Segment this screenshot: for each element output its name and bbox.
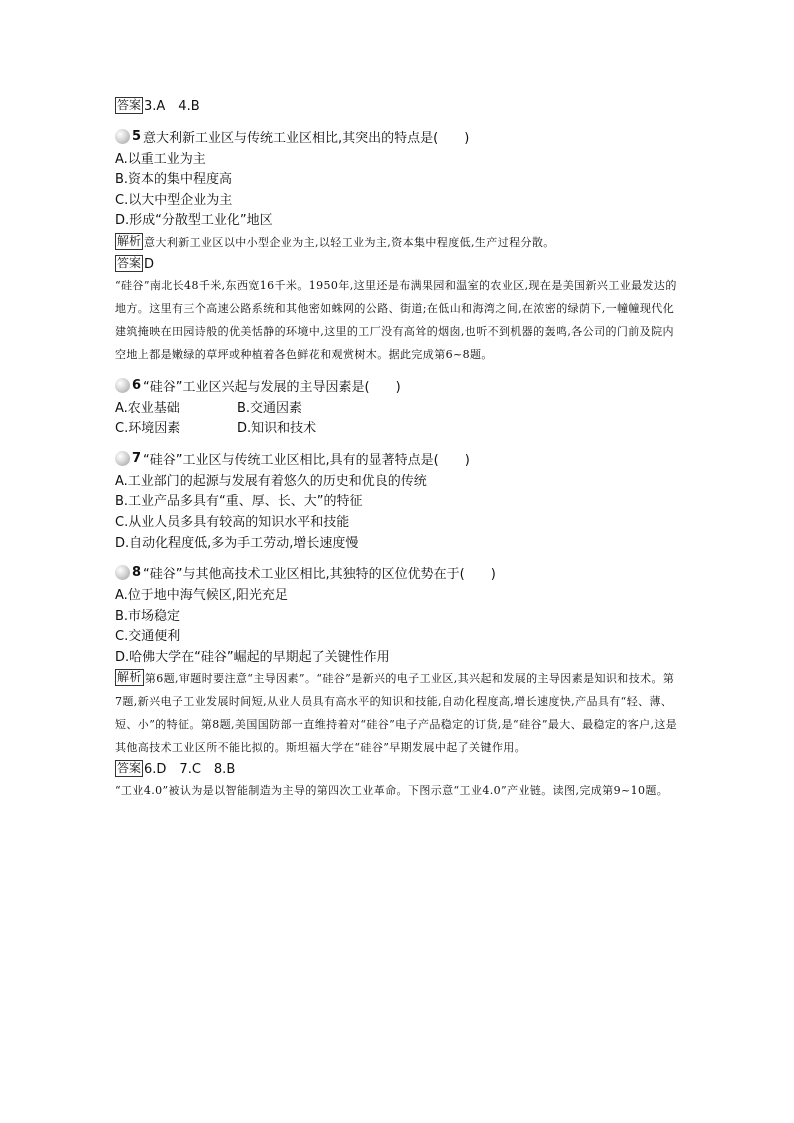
question-text: “硅谷”工业区兴起与发展的主导因素是( ) [143,379,401,395]
option-a: A.以重工业为主 [115,151,206,167]
analysis-q6-8 [115,668,680,759]
analysis-q5 [115,232,680,255]
option-b: B.市场稳定 [115,608,181,624]
answer-q6-8 [115,760,680,781]
answer-line-3-4 [115,97,680,118]
option-a: A.位于地中海气候区,阳光充足 [115,588,288,604]
option-b: B.交通因素 [237,400,303,416]
reading-passage-industry-4: “工业4.0”被认为是以智能制造为主导的第四次工业革命。下图示意“工业4.0”产业链。读图,完成第9~10题。 [115,784,669,798]
question-bullet-icon [115,565,130,580]
option-d: D.自动化程度低,多为手工劳动,增长速度慢 [115,535,359,551]
option-d: D.知识和技术 [237,421,317,437]
question-bullet-icon [115,129,130,144]
option-b: B.资本的集中程度高 [115,172,233,188]
question-number: 8 [132,565,142,581]
answer-text: 6.D 7.C 8.B [144,761,236,777]
question-5 [115,127,680,146]
question-7 [115,449,680,468]
options-row-2 [115,419,680,440]
option-b: B.工业产品多具有“重、厚、长、大”的特征 [115,494,363,510]
reading-passage-silicon-valley: “硅谷”南北长48千米,东西宽16千米。1950年,这里还是布满果园和温室的农业区,现在是美国新兴工业最发达的地方。这里有三个高速公路系统和其他密如蛛网的公路、街道;在低山和海湾之间,在浓密的绿荫下,一幢幢现代化建筑掩映在田园诗般的优美恬静的环境中,这里的工厂没有高耸的烟囱,也听不到机器的轰鸣,各公司的门前及院内空地上都是嫩绿的草坪或种植着各色鲜花和观赏树木。据此完成第6~8题。 [115,279,677,361]
answer-tag: 答案 [117,760,142,775]
question-text: “硅谷”与其他高技术工业区相比,其独特的区位优势在于( ) [143,567,496,583]
question-number: 6 [132,377,142,393]
option-a: A.农业基础 [115,400,180,416]
question-6 [115,376,680,395]
option-c: C.交通便利 [115,629,181,645]
answer-tag: 答案 [117,98,142,112]
option-d: D.形成“分散型工业化”地区 [115,213,273,229]
options-row-1 [115,399,680,420]
analysis-text: 意大利新工业区以中小型企业为主,以轻工业为主,资本集中程度低,生产过程分散。 [144,235,555,249]
option-c: C.环境因素 [115,421,181,437]
question-bullet-icon [115,378,130,393]
analysis-text: 第6题,审题时要注意“主导因素”。“硅谷”是新兴的电子工业区,其兴起和发展的主导因素是知识和技术。第7题,新兴电子工业发展时间短,从业人员具有高水平的知识和技能,自动化程度高,增长速度快,产品具有“轻、薄、短、小”的特征。第8题,美国国防部一直维持着对“硅谷”电子产品稳定的订货,是“硅谷”最大、最稳定的客户,这是其他高技术工业区所不能比拟的。斯坦福大学在“硅谷”早期发展中起了关键作用。 [115,672,678,754]
answer-q5 [115,255,680,276]
option-c: C.以大中型企业为主 [115,192,233,208]
question-bullet-icon [115,451,130,466]
answer-text: 3.A 4.B [144,99,200,114]
question-text: 意大利新工业区与传统工业区相比,其突出的特点是( ) [143,130,470,146]
analysis-tag: 解析 [117,233,142,248]
answer-text: D [144,256,155,272]
question-8 [115,563,680,582]
question-number: 7 [132,450,142,466]
question-number: 5 [132,128,142,144]
option-c: C.从业人员多具有较高的知识水平和技能 [115,514,350,530]
analysis-tag: 解析 [117,670,142,685]
option-a: A.工业部门的起源与发展有着悠久的历史和优良的传统 [115,473,427,489]
document-page [115,97,680,803]
question-text: “硅谷”工业区与传统工业区相比,具有的显著特点是( ) [143,452,470,468]
option-d: D.哈佛大学在“硅谷”崛起的早期起了关键性作用 [115,649,390,665]
answer-tag: 答案 [117,255,142,270]
